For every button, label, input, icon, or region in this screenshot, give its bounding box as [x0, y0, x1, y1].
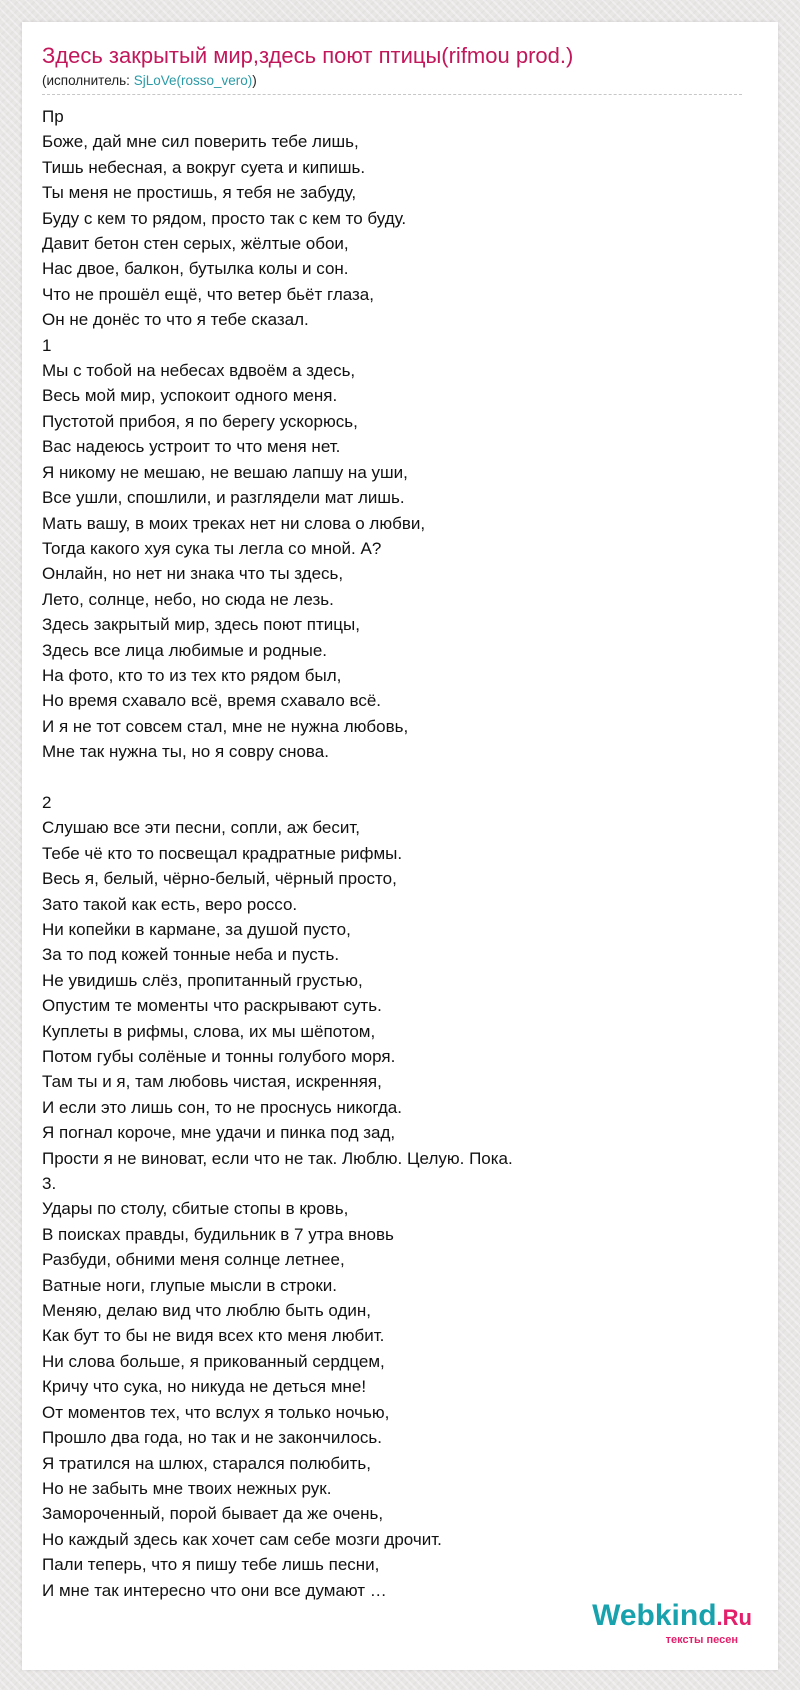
lyric-line: Как бут то бы не видя всех кто меня любит. — [42, 1326, 385, 1346]
logo-subtitle: тексты песен — [665, 1634, 738, 1646]
lyric-line: Боже, дай мне сил поверить тебе лишь, — [42, 132, 359, 152]
logo-brand: Webkind — [592, 1599, 717, 1632]
lyric-line: Он не донёс то что я тебе сказал. — [42, 310, 309, 330]
lyric-line: Тебе чё кто то посвещал крадратные рифмы. — [42, 843, 403, 863]
lyric-line: Тишь небесная, а вокруг суета и кипишь. — [42, 157, 366, 177]
artist-prefix: (исполнитель: — [42, 73, 134, 88]
lyric-line: От моментов тех, что вслух я только ночью, — [42, 1402, 390, 1422]
lyric-line — [42, 765, 756, 790]
lyric-line: И мне так интересно что они все думают … — [42, 1580, 387, 1600]
artist-line — [42, 72, 257, 90]
lyric-line: Мне так нужна ты, но я совру снова. — [42, 742, 329, 762]
lyric-line: Все ушли, спошлили, и разглядели мат лишь. — [42, 488, 405, 508]
lyric-line: Я никому не мешаю, не вешаю лапшу на уши, — [42, 462, 408, 482]
lyric-line: Ватные ноги, глупые мысли в строки. — [42, 1275, 337, 1295]
lyric-line: Здесь закрытый мир, здесь поют птицы, — [42, 615, 360, 635]
lyric-line: 1 — [42, 335, 52, 355]
lyric-line: Онлайн, но нет ни знака что ты здесь, — [42, 564, 344, 584]
lyric-line: Пустотой прибоя, я по берегу ускорюсь, — [42, 411, 358, 431]
lyric-line: Нас двое, балкон, бутылка колы и сон. — [42, 259, 349, 279]
lyric-line: Меняю, делаю вид что люблю быть один, — [42, 1301, 372, 1321]
lyric-line: Но каждый здесь как хочет сам себе мозги дрочит. — [42, 1529, 442, 1549]
lyric-line: Но время схавало всё, время схавало всё. — [42, 691, 382, 711]
lyric-line: Не увидишь слёз, пропитанный грустью, — [42, 970, 363, 990]
lyric-line: Прошло два года, но так и не закончилось. — [42, 1428, 382, 1448]
lyric-line: Опустим те моменты что раскрывают суть. — [42, 996, 382, 1016]
lyric-line: В поисках правды, будильник в 7 утра вновь — [42, 1224, 394, 1244]
lyric-line: Куплеты в рифмы, слова, их мы шёпотом, — [42, 1021, 376, 1041]
lyric-line: Зато такой как есть, веро россо. — [42, 894, 298, 914]
logo-tld: .Ru — [716, 1605, 752, 1630]
lyric-line: Там ты и я, там любовь чистая, искренняя, — [42, 1072, 382, 1092]
lyric-line: Разбуди, обними меня солнце летнее, — [42, 1250, 345, 1270]
lyrics-card — [22, 22, 778, 1670]
lyric-line: Потом губы солёные и тонны голубого моря. — [42, 1047, 396, 1067]
lyric-line: На фото, кто то из тех кто рядом был, — [42, 665, 342, 685]
logo-wordmark — [592, 1601, 752, 1633]
lyric-line: Вас надеюсь устроит то что меня нет. — [42, 437, 341, 457]
lyric-line: Удары по столу, сбитые стопы в кровь, — [42, 1199, 349, 1219]
lyric-line: Мать вашу, в моих треках нет ни слова о любви, — [42, 513, 426, 533]
lyrics-text — [42, 104, 756, 1603]
artist-link[interactable]: SjLoVe(rosso_vero) — [133, 73, 253, 88]
lyric-line: Прости я не виноват, если что не так. Люблю. Целую. Пока. — [42, 1148, 513, 1168]
webkind-logo — [592, 1601, 752, 1646]
header-divider — [42, 94, 742, 95]
lyric-line: Пр — [42, 107, 64, 126]
lyric-line: Лето, солнце, небо, но сюда не лезь. — [42, 589, 334, 609]
lyric-line: 2 — [42, 792, 52, 812]
lyric-line: И если это лишь сон, то не проснусь никогда. — [42, 1097, 402, 1117]
lyric-line: Пали теперь, что я пишу тебе лишь песни, — [42, 1555, 380, 1575]
lyric-line: Но не забыть мне твоих нежных рук. — [42, 1478, 332, 1498]
lyric-line: Тогда какого хуя сука ты легла со мной. А? — [42, 538, 382, 558]
lyric-line: За то под кожей тонные неба и пусть. — [42, 945, 340, 965]
lyric-line: Ты меня не простишь, я тебя не забуду, — [42, 183, 357, 203]
lyric-line: Замороченный, порой бывает да же очень, — [42, 1504, 384, 1524]
lyric-line: Давит бетон стен серых, жёлтые обои, — [42, 234, 349, 254]
lyric-line: Слушаю все эти песни, сопли, аж бесит, — [42, 818, 360, 838]
lyric-line: Буду с кем то рядом, просто так с кем то буду. — [42, 208, 407, 228]
lyric-line: Здесь все лица любимые и родные. — [42, 640, 328, 660]
lyric-line: И я не тот совсем стал, мне не нужна любовь, — [42, 716, 409, 736]
lyric-line: Я погнал короче, мне удачи и пинка под зад, — [42, 1123, 396, 1143]
song-title: Здесь закрытый мир,здесь поют птицы(rifmou prod.) — [42, 43, 574, 68]
lyric-line: Кричу что сука, но никуда не деться мне! — [42, 1377, 367, 1397]
lyric-line: Весь я, белый, чёрно-белый, чёрный просто, — [42, 869, 397, 889]
artist-suffix: ) — [252, 73, 257, 88]
lyric-line: Весь мой мир, успокоит одного меня. — [42, 386, 338, 406]
lyric-line: 3. — [42, 1174, 57, 1194]
lyric-line: Что не прошёл ещё, что ветер бьёт глаза, — [42, 284, 374, 304]
lyric-line: Ни слова больше, я прикованный сердцем, — [42, 1351, 385, 1371]
lyric-line: Я тратился на шлюх, старался полюбить, — [42, 1453, 371, 1473]
lyric-line: Ни копейки в кармане, за душой пусто, — [42, 919, 351, 939]
lyric-line: Мы с тобой на небесах вдвоём а здесь, — [42, 361, 356, 381]
